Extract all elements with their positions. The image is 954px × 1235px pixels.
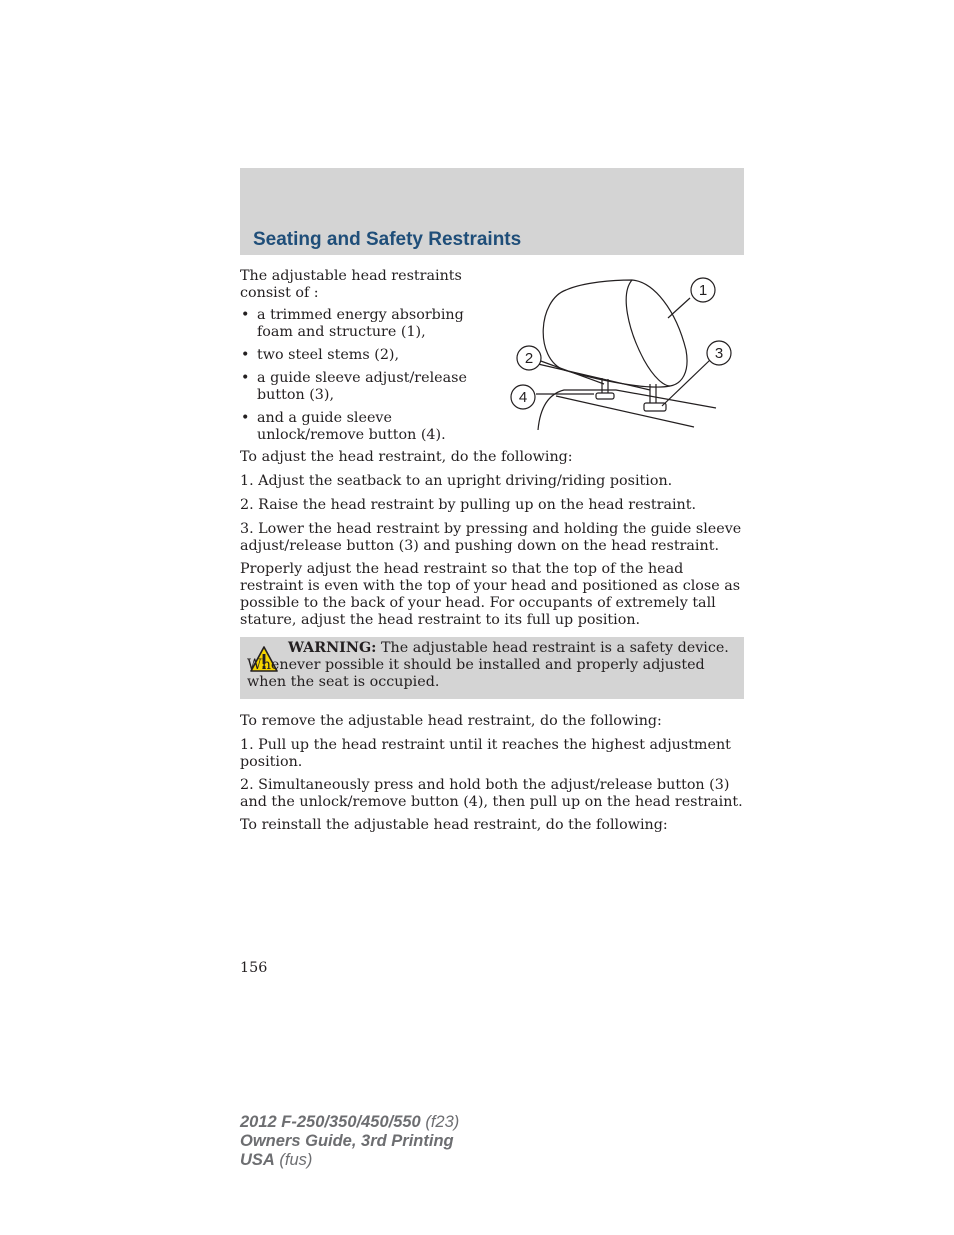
bullet-glyph: • xyxy=(241,307,250,323)
warning-body: The adjustable head restraint is a safety device. Whenever possible it should be installed and properly adjusted when the seat is occupied. xyxy=(247,640,729,690)
bullet-glyph: • xyxy=(241,347,250,363)
adjust-step-2: 2. Raise the head restraint by pulling up on the head restraint. xyxy=(240,497,697,513)
adjust-step-1: 1. Adjust the seatback to an upright driving/riding position. xyxy=(240,473,673,489)
remove-step-1: 1. Pull up the head restraint until it reaches the highest adjustment position. xyxy=(240,737,731,770)
remove-lead: To remove the adjustable head restraint, do the following: xyxy=(240,713,662,729)
callout-label-1: 1 xyxy=(698,282,708,299)
callout-label-2: 2 xyxy=(524,350,534,367)
callout-label-3: 3 xyxy=(714,345,724,362)
left-sleeve xyxy=(596,393,614,399)
head-restraint-illustration xyxy=(504,270,744,435)
footer-imprint xyxy=(240,1113,459,1170)
adjust-step-3: 3. Lower the head restraint by pressing and holding the guide sleeve adjust/release button (3) and pushing down on the head restraint. xyxy=(240,521,742,554)
adjust-note: Properly adjust the head restraint so that the top of the head restraint is even with the top of your head and positioned as close as possible to the back of your head. For occupants of extremely tall stature, adjust the head restraint to its full up position. xyxy=(240,561,741,628)
remove-step-2: 2. Simultaneously press and hold both the adjust/release button (3) and the unlock/remove button (4), then pull up on the head restraint. xyxy=(240,777,743,810)
page-number: 156 xyxy=(240,960,268,976)
adjust-lead: To adjust the head restraint, do the following: xyxy=(240,449,573,465)
section-header-band xyxy=(240,168,744,255)
list-item: • and a guide sleeve unlock/remove button (4). xyxy=(241,410,446,443)
leader-line-1 xyxy=(668,298,690,318)
intro-text: The adjustable head restraints consist of : xyxy=(240,268,462,301)
bullet-glyph: • xyxy=(241,370,250,386)
adjust-release-button xyxy=(644,403,666,411)
list-item: • a trimmed energy absorbing foam and structure (1), xyxy=(241,307,464,340)
warning-callout xyxy=(240,637,744,699)
section-title: Seating and Safety Restraints xyxy=(253,229,522,250)
footer-line-3: USA (fus) xyxy=(240,1151,313,1169)
bullet-glyph: • xyxy=(241,410,250,426)
head-restraint-foam xyxy=(543,280,687,387)
list-item: • a guide sleeve adjust/release button (3), xyxy=(241,370,467,403)
footer-line-2: Owners Guide, 3rd Printing xyxy=(240,1132,454,1150)
warning-label: WARNING: xyxy=(288,640,377,656)
warning-text xyxy=(247,640,731,691)
callout-label-4: 4 xyxy=(518,389,528,406)
components-list xyxy=(240,307,495,450)
seat-top-outline xyxy=(538,390,716,430)
footer-line-1: 2012 F-250/350/450/550 (f23) xyxy=(240,1113,460,1131)
list-item: • two steel stems (2), xyxy=(241,347,400,363)
reinstall-lead: To reinstall the adjustable head restraint, do the following: xyxy=(240,817,668,833)
